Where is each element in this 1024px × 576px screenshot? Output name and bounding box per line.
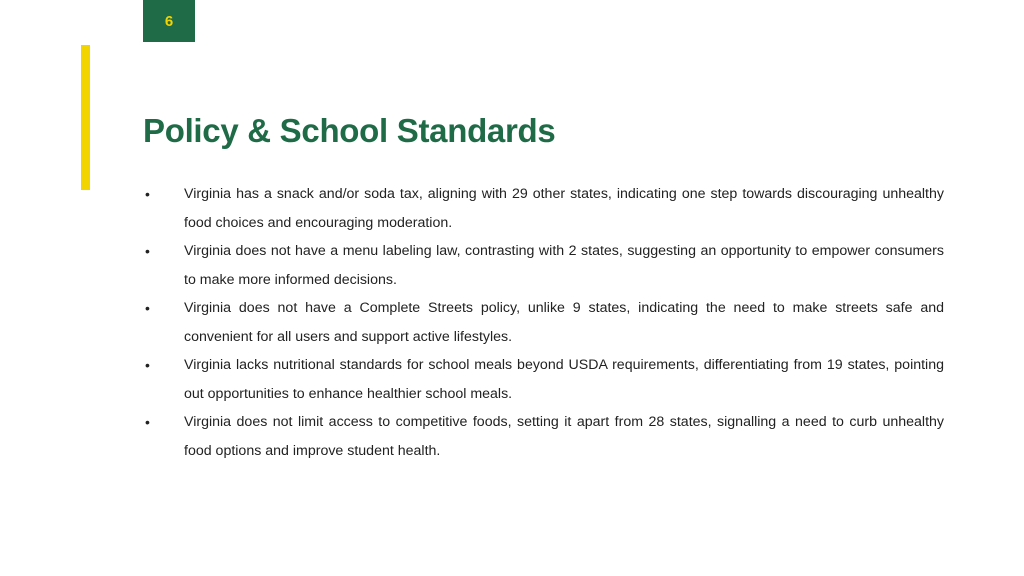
- bullet-marker: •: [145, 186, 150, 202]
- bullet-list: [143, 180, 944, 465]
- bullet-text: Virginia does not have a Complete Streets policy, unlike 9 states, indicating the need to make streets safe and convenient for all users and support active lifestyles.: [184, 300, 944, 345]
- bullet-text: Virginia lacks nutritional standards for school meals beyond USDA requirements, differentiating from 19 states, pointing out opportunities to enhance healthier school meals.: [184, 357, 944, 402]
- bullet-marker: •: [145, 414, 150, 430]
- accent-bar: [81, 45, 90, 190]
- bullet-marker: •: [145, 357, 150, 373]
- bullet-item: [143, 294, 944, 351]
- page-number-badge: [143, 0, 195, 42]
- bullet-item: [143, 351, 944, 408]
- bullet-item: [143, 180, 944, 237]
- bullet-text: Virginia does not have a menu labeling law, contrasting with 2 states, suggesting an opportunity to empower consumers to make more informed decisions.: [184, 243, 944, 288]
- bullet-text: Virginia does not limit access to competitive foods, setting it apart from 28 states, signalling a need to curb unhealthy food options and improve student health.: [184, 414, 944, 459]
- slide-title: Policy & School Standards: [143, 112, 556, 149]
- bullet-marker: •: [145, 300, 150, 316]
- bullet-item: [143, 408, 944, 465]
- bullet-text: Virginia has a snack and/or soda tax, aligning with 29 other states, indicating one step towards discouraging unhealthy food choices and encouraging moderation.: [184, 186, 944, 231]
- bullet-marker: •: [145, 243, 150, 259]
- page-number: 6: [164, 12, 174, 30]
- bullet-item: [143, 237, 944, 294]
